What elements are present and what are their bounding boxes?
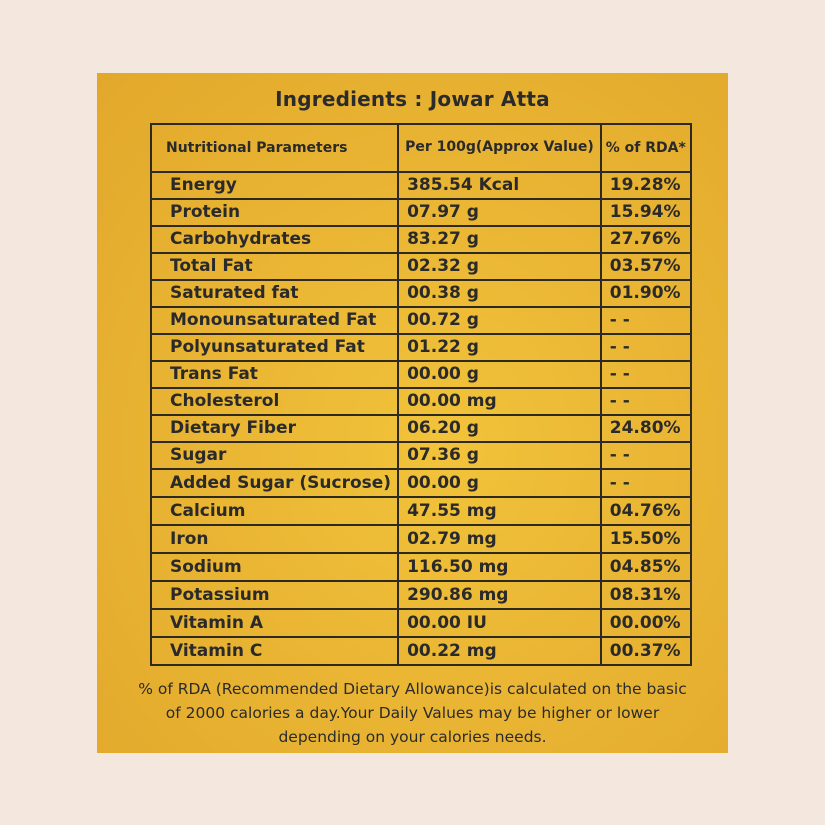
- nutrient-name: Vitamin A: [151, 609, 398, 637]
- nutrient-value: 00.00 IU: [398, 609, 601, 637]
- nutrient-rda: - -: [601, 334, 691, 361]
- nutrient-value: 00.22 mg: [398, 637, 601, 665]
- table-row: [151, 525, 691, 553]
- nutrient-name: Iron: [151, 525, 398, 553]
- header-per-100g: Per 100g(Approx Value): [398, 124, 601, 172]
- table-row: [151, 253, 691, 280]
- nutrient-rda: 04.85%: [601, 553, 691, 581]
- table-row: [151, 581, 691, 609]
- nutrient-name: Sodium: [151, 553, 398, 581]
- table-row: [151, 199, 691, 226]
- nutrient-rda: 15.94%: [601, 199, 691, 226]
- nutrient-rda: - -: [601, 442, 691, 469]
- nutrient-name: Added Sugar (Sucrose): [151, 469, 398, 497]
- table-row: [151, 334, 691, 361]
- nutrient-name: Monounsaturated Fat: [151, 307, 398, 334]
- nutrient-rda: 01.90%: [601, 280, 691, 307]
- header-parameter: Nutritional Parameters: [151, 124, 398, 172]
- nutrient-value: 290.86 mg: [398, 581, 601, 609]
- nutrient-name: Calcium: [151, 497, 398, 525]
- nutrient-name: Total Fat: [151, 253, 398, 280]
- table-row: [151, 280, 691, 307]
- table-row: [151, 442, 691, 469]
- nutrient-rda: 24.80%: [601, 415, 691, 442]
- table-row: [151, 307, 691, 334]
- footnote-line-2: of 2000 calories a day.Your Daily Values may be higher or lower: [165, 704, 660, 722]
- nutrient-name: Polyunsaturated Fat: [151, 334, 398, 361]
- nutrient-value: 385.54 Kcal: [398, 172, 601, 199]
- table-row: [151, 637, 691, 665]
- nutrient-name: Potassium: [151, 581, 398, 609]
- nutrient-rda: 00.37%: [601, 637, 691, 665]
- nutrient-name: Energy: [151, 172, 398, 199]
- table-row: [151, 388, 691, 415]
- table-row: [151, 226, 691, 253]
- table-header-row: [151, 124, 691, 172]
- nutrient-name: Dietary Fiber: [151, 415, 398, 442]
- nutrient-value: 02.32 g: [398, 253, 601, 280]
- nutrient-rda: - -: [601, 361, 691, 388]
- nutrient-rda: 27.76%: [601, 226, 691, 253]
- nutrient-rda: 03.57%: [601, 253, 691, 280]
- rda-footnote: [97, 677, 728, 749]
- table-row: [151, 553, 691, 581]
- nutrient-name: Cholesterol: [151, 388, 398, 415]
- panel-title: Ingredients : Jowar Atta: [275, 87, 550, 111]
- nutrition-table: [150, 123, 692, 666]
- nutrient-value: 116.50 mg: [398, 553, 601, 581]
- nutrient-name: Sugar: [151, 442, 398, 469]
- nutrient-value: 07.97 g: [398, 199, 601, 226]
- nutrient-rda: - -: [601, 307, 691, 334]
- nutrient-value: 00.00 g: [398, 361, 601, 388]
- nutrient-rda: 00.00%: [601, 609, 691, 637]
- nutrient-rda: 19.28%: [601, 172, 691, 199]
- table-row: [151, 172, 691, 199]
- nutrient-value: 00.00 g: [398, 469, 601, 497]
- nutrient-value: 00.72 g: [398, 307, 601, 334]
- table-row: [151, 469, 691, 497]
- nutrition-panel: [97, 73, 728, 753]
- nutrient-name: Carbohydrates: [151, 226, 398, 253]
- nutrient-value: 47.55 mg: [398, 497, 601, 525]
- nutrient-value: 83.27 g: [398, 226, 601, 253]
- header-rda: % of RDA*: [601, 124, 691, 172]
- table-row: [151, 497, 691, 525]
- nutrient-name: Saturated fat: [151, 280, 398, 307]
- nutrient-rda: 15.50%: [601, 525, 691, 553]
- footnote-line-3: depending on your calories needs.: [278, 728, 547, 746]
- footnote-line-1: % of RDA (Recommended Dietary Allowance)is calculated on the basic: [138, 680, 687, 698]
- nutrient-rda: 04.76%: [601, 497, 691, 525]
- nutrient-rda: - -: [601, 388, 691, 415]
- table-row: [151, 361, 691, 388]
- nutrient-name: Protein: [151, 199, 398, 226]
- nutrient-value: 01.22 g: [398, 334, 601, 361]
- nutrient-name: Vitamin C: [151, 637, 398, 665]
- nutrient-value: 06.20 g: [398, 415, 601, 442]
- nutrient-rda: 08.31%: [601, 581, 691, 609]
- nutrient-value: 07.36 g: [398, 442, 601, 469]
- nutrient-value: 02.79 mg: [398, 525, 601, 553]
- table-row: [151, 609, 691, 637]
- nutrient-name: Trans Fat: [151, 361, 398, 388]
- nutrient-value: 00.00 mg: [398, 388, 601, 415]
- table-row: [151, 415, 691, 442]
- nutrient-value: 00.38 g: [398, 280, 601, 307]
- nutrient-rda: - -: [601, 469, 691, 497]
